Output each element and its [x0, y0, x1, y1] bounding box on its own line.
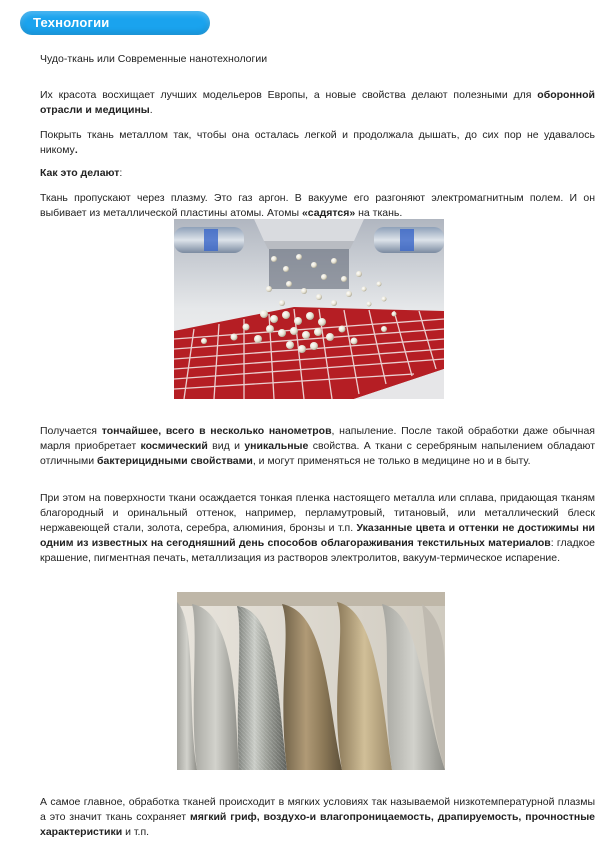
paragraph-metal-film: При этом на поверхности ткани осаждается тонкая пленка настоящего металла или сплава, придающая тканям благородный и оринальный оттенок, например, перламутровый, титановый, или металлический блеск нержавеющей стали, золота, серебра, алюминия, бронзы и т.п. Указанные цвета и оттенки не достижимы ни одним из известных на сегодняшний день способов облагораживания текстильных материалов: гладкое крашение, пигментная печать, металлизация из растворов электролитов, вакуум-термическое испарение. — [40, 491, 596, 564]
paragraph-plasma: Ткань пропускают через плазму. Это газ аргон. В вакууме его разгоняют электромагнитным полем. И он выбивает из металлической пластины атомы. Атомы «садятся» на ткань. — [40, 191, 595, 219]
paragraph-conclusion: А самое главное, обработка тканей происходит в мягких условиях так называемой низкотемпературной плазмы а это значит ткань сохраняет мягкий гриф, воздухо-и влагопроницаемость, драпируемость, прочностные характеристики и т.п. — [40, 795, 596, 838]
fabric-drapes-illustration — [177, 592, 445, 770]
paragraph-intro: Их красота восхищает лучших модельеров Европы, а новые свойства делают полезными для оборонной отрасли и медицины. — [40, 88, 595, 116]
section-title: Технологии — [33, 15, 110, 30]
paragraph-metal-coating: Покрыть ткань металлом так, чтобы она осталась легкой и продолжала дышать, до сих пор не удавалось никому. — [40, 128, 595, 156]
plasma-illustration — [174, 219, 444, 399]
subheading-how-made: Как это делают: — [40, 166, 123, 179]
plasma-deposition-image — [174, 219, 444, 399]
paragraph-nanometers: Получается тончайшее, всего в несколько нанометров, напыление. После такой обработки даже обычная марля приобретает космический вид и уникальные свойства. А ткани с серебряным напылением обладают отличными бактерицидными свойствами, и могут применяться не только в медицине но и в быту. — [40, 424, 596, 467]
article-title: Чудо-ткань или Современные нанотехнологии — [40, 53, 268, 65]
metallic-fabrics-image — [177, 592, 445, 770]
section-header — [20, 11, 210, 35]
